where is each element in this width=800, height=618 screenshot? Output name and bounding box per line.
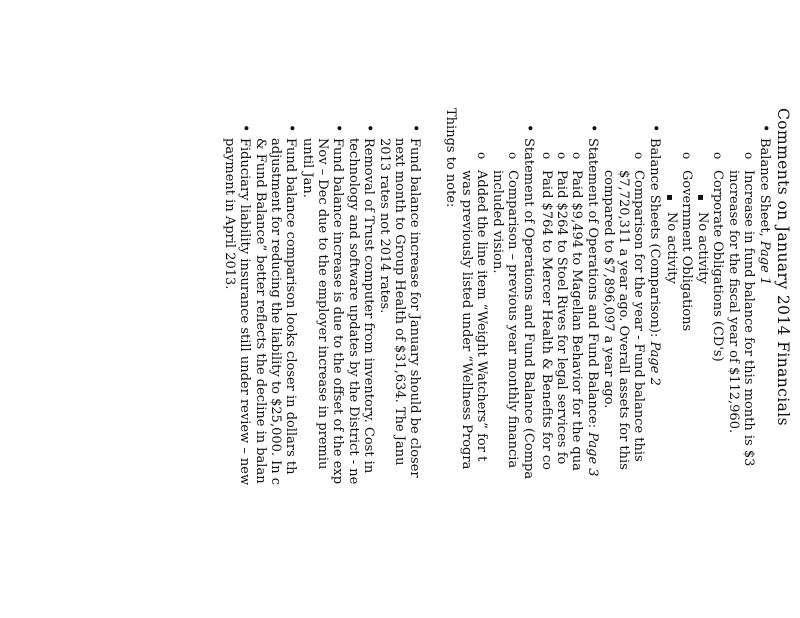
note-item-continuation: technology and software updates by the District - ne	[346, 138, 361, 485]
list-item: Comparison – previous year monthly financia	[505, 170, 520, 469]
list-item-continuation: was previously listed under “Wellness Progra	[459, 170, 474, 470]
circle-bullet-icon: o	[742, 152, 756, 160]
note-item: Fund balance increase is due to the offset of the exp	[330, 138, 345, 485]
sub-list-item: No activity	[695, 212, 710, 284]
bullet-icon: •	[757, 124, 773, 133]
section-heading-balance-sheet: Balance Sheet, Page 1	[757, 138, 772, 286]
square-bullet-icon: ▪	[664, 194, 675, 201]
note-item-continuation: Nov – Dec due to the employer increase in premiu	[315, 138, 330, 470]
circle-bullet-icon: o	[475, 152, 489, 160]
circle-bullet-icon: o	[632, 152, 646, 160]
document-title: Comments on January 2014 Financials	[774, 108, 792, 426]
list-item: Added the line item “Weight Watchers” for t	[474, 170, 489, 462]
list-item-continuation: $7,720,311 a year ago. Overall assets for this	[616, 170, 631, 470]
list-item: Government Obligations	[679, 170, 694, 332]
bullet-icon: •	[521, 124, 537, 133]
note-item-continuation: adjustment for reducing the liability to $25,000. In c	[268, 138, 283, 486]
note-item: Fund balance increase for January should be closer	[407, 138, 422, 478]
circle-bullet-icon: o	[680, 152, 694, 160]
circle-bullet-icon: o	[555, 152, 569, 160]
circle-bullet-icon: o	[570, 152, 584, 160]
bullet-icon: •	[407, 124, 423, 133]
note-item: Removal of Trust computer from inventory. Cost in	[361, 138, 376, 474]
list-item: Paid $9,494 to Magellan Behavior for the qua	[569, 170, 584, 471]
section-heading-statement-operations: Statement of Operations and Fund Balance: Page 3	[585, 138, 600, 477]
list-item-continuation: included vision.	[490, 170, 505, 274]
note-item: Fiduciary liability insurance still under review – new	[237, 138, 252, 486]
bullet-icon: •	[330, 124, 346, 133]
list-item: Paid $764 to Mercer Health & Benefits for co	[539, 170, 554, 470]
section-heading-statement-comparison: Statement of Operations and Fund Balance (Compa	[521, 138, 536, 480]
note-item-continuation: & Fund Balance” better reflects the decline in balan	[253, 138, 268, 484]
bullet-icon: •	[237, 124, 253, 133]
circle-bullet-icon: o	[711, 152, 725, 160]
bullet-icon: •	[585, 124, 601, 133]
list-item: Increase in fund balance for this month is $3	[741, 170, 756, 467]
circle-bullet-icon: o	[540, 152, 554, 160]
bullet-icon: •	[361, 124, 377, 133]
note-item-continuation: payment in April 2013.	[222, 138, 237, 290]
note-item-continuation: next month to Group Health of $31,634. The Janu	[392, 138, 407, 466]
bullet-icon: •	[283, 124, 299, 133]
list-item: Comparison for the year - Fund balance this	[631, 170, 646, 462]
sub-list-item: No activity	[664, 212, 679, 284]
square-bullet-icon: ▪	[695, 194, 706, 201]
list-item: Corporate Obligations (CD's)	[710, 170, 725, 362]
notes-heading: Things to note:	[443, 108, 458, 208]
list-item-continuation: increase for the fiscal year of $112,960.	[726, 170, 741, 434]
section-heading-balance-comparison: Balance Sheets (Comparison): Page 2	[647, 138, 662, 386]
bullet-icon: •	[647, 124, 663, 133]
note-item: Fund balance comparison looks closer in dollars th	[283, 138, 298, 475]
note-item-continuation: until Jan.	[300, 138, 315, 198]
note-item-continuation: 2013 rates not 2014 rates.	[377, 138, 392, 314]
list-item-continuation: compared to $7,896,097 a year ago.	[601, 170, 616, 409]
list-item: Paid $264 to Stoel Rives for legal services fo	[554, 170, 569, 465]
circle-bullet-icon: o	[506, 152, 520, 160]
